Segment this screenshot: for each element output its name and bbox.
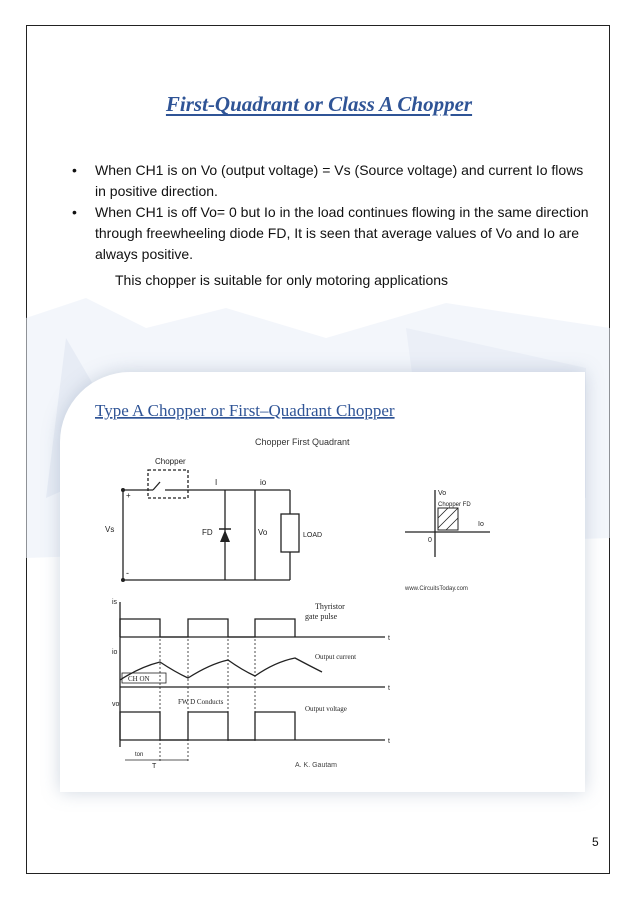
wave-io-label: io [112,649,118,656]
plus-sign: + [126,491,131,500]
page-number: 5 [592,835,599,849]
hatch-pattern [438,508,458,530]
bullet-item [70,160,590,202]
ch-on-label: CH ON [128,675,150,683]
fd-label: FD [202,528,213,537]
gate-pulse-label: gate pulse [305,612,338,621]
chopper-circuit [123,470,299,580]
quad-io-label: Io [478,521,484,528]
wave-is-label: is [112,599,118,606]
quad-zero-label: 0 [428,537,432,544]
wave-vo-label: vo [112,701,120,708]
quad-fd-label: Chopper FD [438,502,471,508]
thyristor-label: Thyristor [315,602,345,611]
quad-vo-label: Vo [438,490,447,497]
vo-label: Vo [258,528,268,537]
output-voltage-label: Output voltage [305,705,347,713]
wave-t-label: t [388,685,390,692]
minus-sign: - [126,568,129,578]
page-title: First-Quadrant or Class A Chopper [165,92,473,116]
bullet-text: When CH1 is off Vo= 0 but Io in the load continues flowing in the same direction through freewheeling diode FD, It is seen that average values of Vo and Io are always positive. [95,204,589,262]
bullet-item [70,202,590,265]
bullet-dot-icon: • [72,162,77,178]
chopper-label: Chopper [155,457,186,466]
note-text: This chopper is suitable for only motoring applications [115,272,449,288]
figure-subtitle: Chopper First Quadrant [255,437,350,447]
bullet-dot-icon: • [72,204,77,220]
chopper-figure [60,372,585,792]
bullet-list [70,160,590,265]
load-label: LOAD [303,532,323,539]
current-label: I [215,478,218,487]
wave-t-label: t [388,635,390,642]
io-label: io [260,478,267,487]
website-label: www.CircuitsToday.com [405,586,468,592]
vs-label: Vs [105,525,115,534]
bullet-text: When CH1 is on Vo (output voltage) = Vs (Source voltage) and current Io flows in positive direction. [95,162,584,199]
figure-heading: Type A Chopper or First–Quadrant Chopper [95,401,395,420]
ton-label: ton [135,752,144,758]
wave-t-label: t [388,738,390,745]
fwd-conducts-label: FW D Conducts [178,698,224,706]
author-label: A. K. Gautam [295,762,338,769]
output-current-label: Output current [315,653,357,661]
period-label: T [152,763,157,770]
diode-icon [220,530,230,542]
